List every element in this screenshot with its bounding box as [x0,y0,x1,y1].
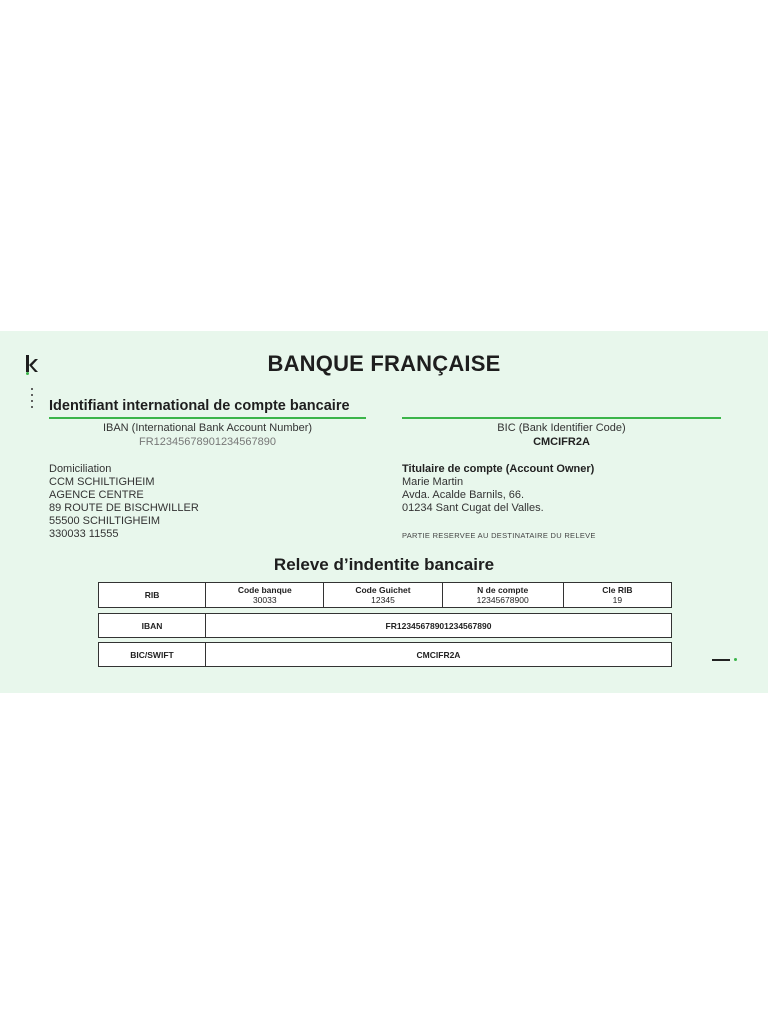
table-row [99,614,672,638]
owner-line: Marie Martin [402,476,464,488]
bank-name-title: BANQUE FRANÇAISE [267,351,501,376]
iban-row-label: IBAN [99,614,206,638]
rib-table [98,582,672,608]
cell-value: 19 [612,595,623,605]
owner-heading: Titulaire de compte (Account Owner) [402,463,595,475]
rib-row-label: RIB [99,583,206,608]
domiciliation-line: 89 ROUTE DE BISCHWILLER [49,502,199,514]
reserved-note: PARTIE RESERVEE AU DESTINATAIRE DU RELEVE [402,531,596,540]
cell-value: 30033 [252,595,277,605]
owner-block [402,463,594,515]
domiciliation-line: 55500 SCHILTIGHEIM [49,515,161,527]
decorative-dash [712,659,730,661]
cell-header: Cle RIB [602,585,633,595]
decorative-dots [31,386,33,412]
bic-row-value: CMCIFR2A [206,643,672,667]
bic-label: BIC (Bank Identifier Code) [497,422,626,434]
owner-line: Avda. Acalde Barnils, 66. [402,489,525,501]
rib-cell-code-banque [206,583,324,608]
divider-right [402,417,721,419]
domiciliation-line: CCM SCHILTIGHEIM [49,476,155,488]
rib-cell-cle-rib [563,583,671,608]
iban-table [98,613,672,638]
bic-value: CMCIFR2A [533,436,590,448]
cell-value: 12345 [371,595,395,605]
domiciliation-line: AGENCE CENTRE [49,489,144,501]
bic-row-label: BIC/SWIFT [99,643,206,667]
table-row [99,643,672,667]
decorative-dot [734,658,737,661]
bic-table [98,642,672,667]
domiciliation-block [49,463,199,541]
cell-header: Code Guichet [355,585,411,595]
rib-section-title: Releve d’indentite bancaire [273,555,495,574]
iban-label: IBAN (International Bank Account Number) [102,422,313,434]
cell-value: 12345678900 [476,595,529,605]
rib-cell-code-guichet [324,583,442,608]
cell-header: Code banque [237,585,292,595]
owner-line: 01234 Sant Cugat del Valles. [402,502,544,514]
iban-row-value: FR12345678901234567890 [206,614,672,638]
domiciliation-line: 330033 11555 [49,528,119,540]
cell-header: N de compte [477,585,529,595]
iban-value: FR12345678901234567890 [138,436,277,448]
rib-cell-numero-compte [442,583,563,608]
divider-left [49,417,366,419]
table-row [99,583,672,608]
domiciliation-heading: Domiciliation [49,463,112,475]
section-heading: Identifiant international de compte bancaire [49,398,350,414]
